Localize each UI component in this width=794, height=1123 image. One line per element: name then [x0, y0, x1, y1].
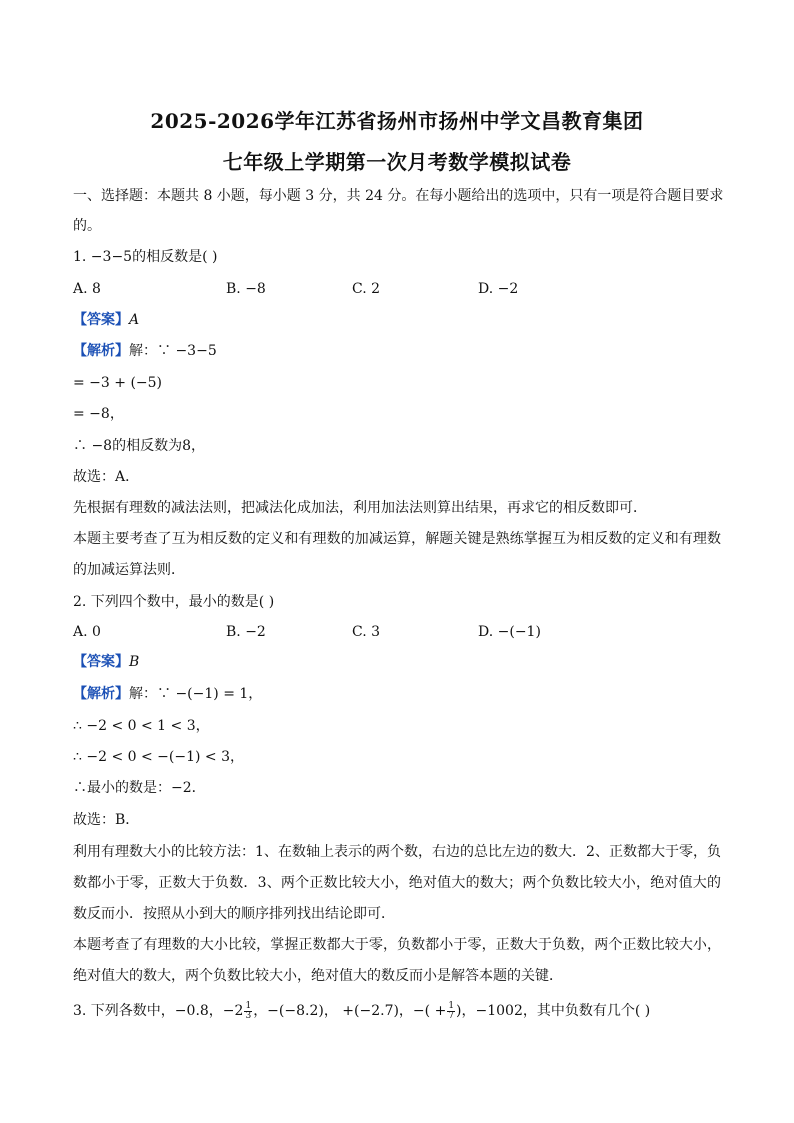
q1-option-b: B. −8: [226, 281, 266, 297]
q2-explain: 利用有理数大小的比较方法：1、在数轴上表示的两个数，右边的总比左边的数大．2、正数都大于零，负: [73, 844, 721, 860]
q1-analysis-step-2: = −3 + (−5): [73, 375, 163, 391]
q2-analysis-step-2: ∴ −2 < 0 < 1 < 3，: [73, 718, 210, 734]
q2-option-a: A. 0: [73, 624, 101, 640]
q1-answer: [73, 310, 721, 330]
q2-analysis-step-4: ∴最小的数是：−2．: [73, 780, 206, 796]
q2-option-c: C. 3: [352, 624, 381, 640]
q2-summary: 本题考查了有理数的大小比较，掌握正数都大于零，负数都小于零，正数大于负数，两个正数比较大小，: [73, 937, 721, 953]
fraction-numerator: 1: [245, 1000, 252, 1011]
answer-value: B: [129, 654, 140, 670]
analysis-tag: 【解析】: [73, 343, 129, 359]
q2-summary-cont: 绝对值大的数大，两个负数比较大小，绝对值大的数反而小是解答本题的关键．: [73, 968, 563, 984]
q1-option-a: A. 8: [73, 281, 101, 297]
section-heading-cont: 的。: [73, 218, 101, 234]
q1-analysis-step-4: ∴ −8的相反数为8，: [73, 438, 205, 454]
answer-value: A: [129, 312, 140, 328]
q1-analysis-step-1: [73, 341, 721, 361]
q2-option-b: B. −2: [226, 624, 266, 640]
fraction-numerator: 1: [448, 1000, 455, 1011]
q1-analysis-step-5: 故选：A．: [73, 469, 140, 485]
q3-stem-lead: 3. 下列各数中，−0.8，−2: [73, 1003, 244, 1019]
q2-analysis-step-5: 故选：B．: [73, 812, 140, 828]
step-text: 解：∵ −(−1) = 1，: [129, 686, 263, 702]
q2-explain-end: 数反而小．按照从小到大的顺序排列找出结论即可．: [73, 906, 395, 922]
fraction-denominator: 3: [245, 1010, 252, 1021]
title-line-1: 2025-2026学年江苏省扬州市扬州中学文昌教育集团: [150, 109, 644, 133]
title-line-2: 七年级上学期第一次月考数学模拟试卷: [222, 150, 572, 174]
q3-stem-tail: )，−1002，其中负数有几个( ): [456, 1003, 651, 1019]
q2-analysis-step-3: ∴ −2 < 0 < −(−1) < 3，: [73, 749, 244, 765]
answer-tag: 【答案】: [73, 312, 129, 328]
answer-tag: 【答案】: [73, 654, 129, 670]
analysis-tag: 【解析】: [73, 686, 129, 702]
section-heading: 一、选择题：本题共 8 小题，每小题 3 分，共 24 分。在每小题给出的选项中，只有一项是符合题目要求: [73, 188, 724, 204]
q1-analysis-step-3: = −8，: [73, 406, 124, 422]
q1-option-c: C. 2: [352, 281, 381, 297]
q1-explain: 先根据有理数的减法法则，把减法化成加法，利用加法法则算出结果，再求它的相反数即可．: [73, 500, 647, 516]
step-text: 解：∵ −3−5: [129, 343, 217, 359]
q2-explain-cont: 数都小于零，正数大于负数．3、两个正数比较大小，绝对值大的数大；两个负数比较大小，绝对值大的: [73, 875, 721, 891]
fraction: [447, 1002, 455, 1021]
q3-stem-mid: ，−(−8.2)， +(−2.7)，−( +: [253, 1003, 447, 1019]
q1-stem: 1. −3−5的相反数是( ): [73, 249, 218, 265]
q1-summary: 本题主要考查了互为相反数的定义和有理数的加减运算，解题关键是熟练掌握互为相反数的定义和有理数: [73, 531, 721, 547]
q2-option-d: D. −(−1): [478, 624, 541, 640]
q2-analysis-step-1: [73, 684, 721, 704]
q3-stem: [73, 1001, 721, 1021]
q1-summary-cont: 的加减运算法则．: [73, 562, 185, 578]
q2-answer: [73, 652, 721, 672]
fraction: [244, 1002, 252, 1021]
q2-stem: 2. 下列四个数中，最小的数是( ): [73, 594, 275, 610]
q1-option-d: D. −2: [478, 281, 519, 297]
fraction-denominator: 7: [448, 1010, 455, 1021]
